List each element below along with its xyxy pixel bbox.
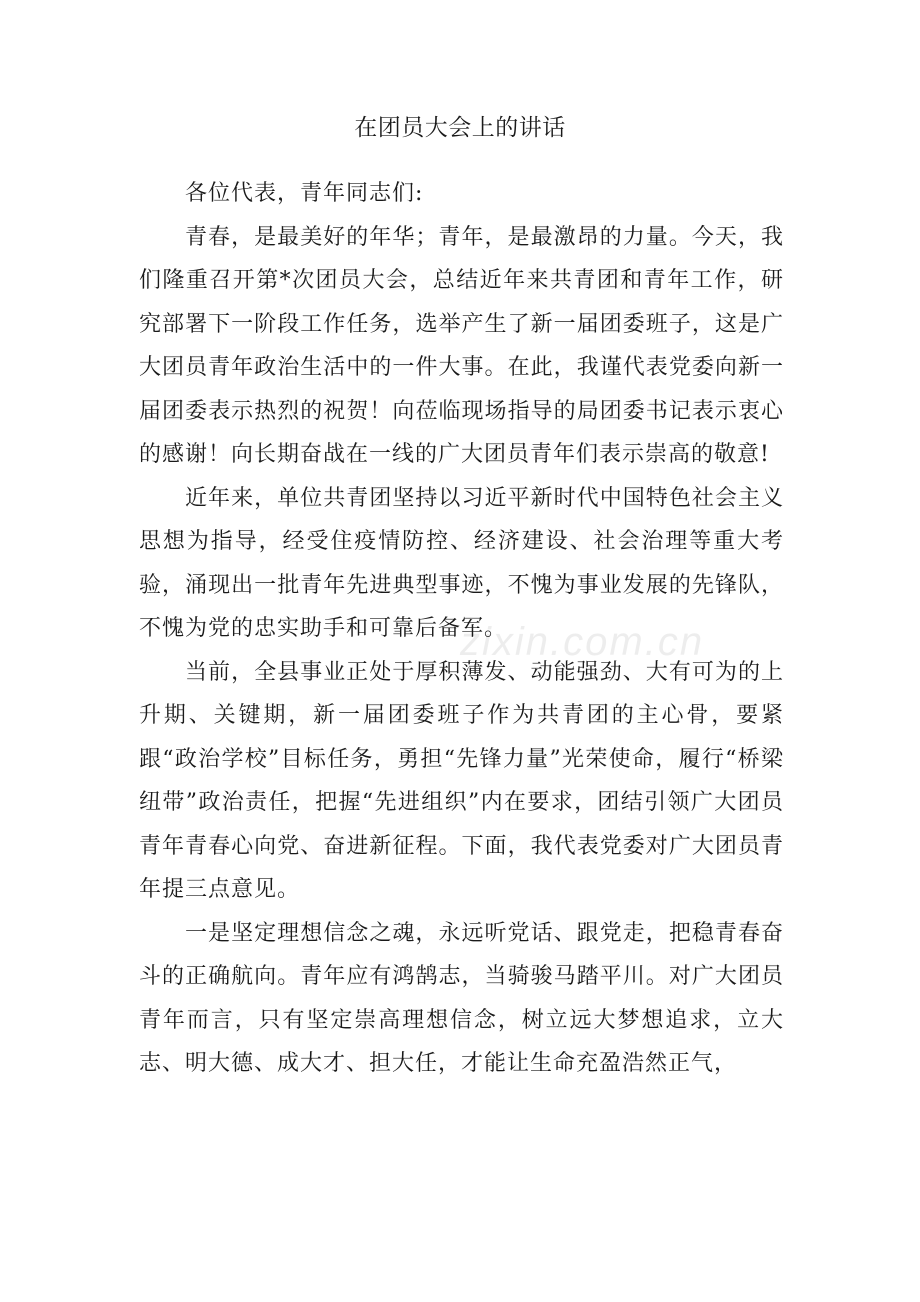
watermark-text: zixin.com.cn xyxy=(460,620,705,664)
paragraph: 近年来，单位共青团坚持以习近平新时代中国特色社会主义思想为指导，经受住疫情防控、经济建设、社会治理等重大考验，涌现出一批青年先进典型事迹，不愧为事业发展的先锋队，不愧为党的忠实助手和可靠后备军。 xyxy=(139,485,784,641)
salutation: 各位代表，青年同志们: xyxy=(185,181,424,206)
page-title: 在团员大会上的讲话 xyxy=(354,115,566,141)
document-body xyxy=(139,172,784,1086)
paragraph: 一是坚定理想信念之魂，永远听党话、跟党走，把稳青春奋斗的正确航向。青年应有鸿鹄志，当骑骏马踏平川。对广大团员青年而言，只有坚定崇高理想信念，树立远大梦想追求，立大志、明大德、成大才、担大任，才能让生命充盈浩然正气， xyxy=(139,920,784,1076)
paragraph: 青春，是最美好的年华；青年，是最激昂的力量。今天，我们隆重召开第*次团员大会，总结近年来共青团和青年工作，研究部署下一阶段工作任务，选举产生了新一届团委班子，这是广大团员青年政治生活中的一件大事。在此，我谨代表党委向新一届团委表示热烈的祝贺！向莅临现场指导的局团委书记表示衷心的感谢！向长期奋战在一线的广大团员青年们表示崇高的敬意! xyxy=(139,224,784,467)
paragraph: 当前，全县事业正处于厚积薄发、动能强劲、大有可为的上升期、关键期，新一届团委班子作为共青团的主心骨，要紧跟“政治学校”目标任务，勇担“先锋力量”光荣使命，履行“桥梁纽带”政治责任，把握“先进组织”内在要求，团结引领广大团员青年青春心向党、奋进新征程。下面，我代表党委对广大团员青年提三点意见。 xyxy=(139,659,784,902)
